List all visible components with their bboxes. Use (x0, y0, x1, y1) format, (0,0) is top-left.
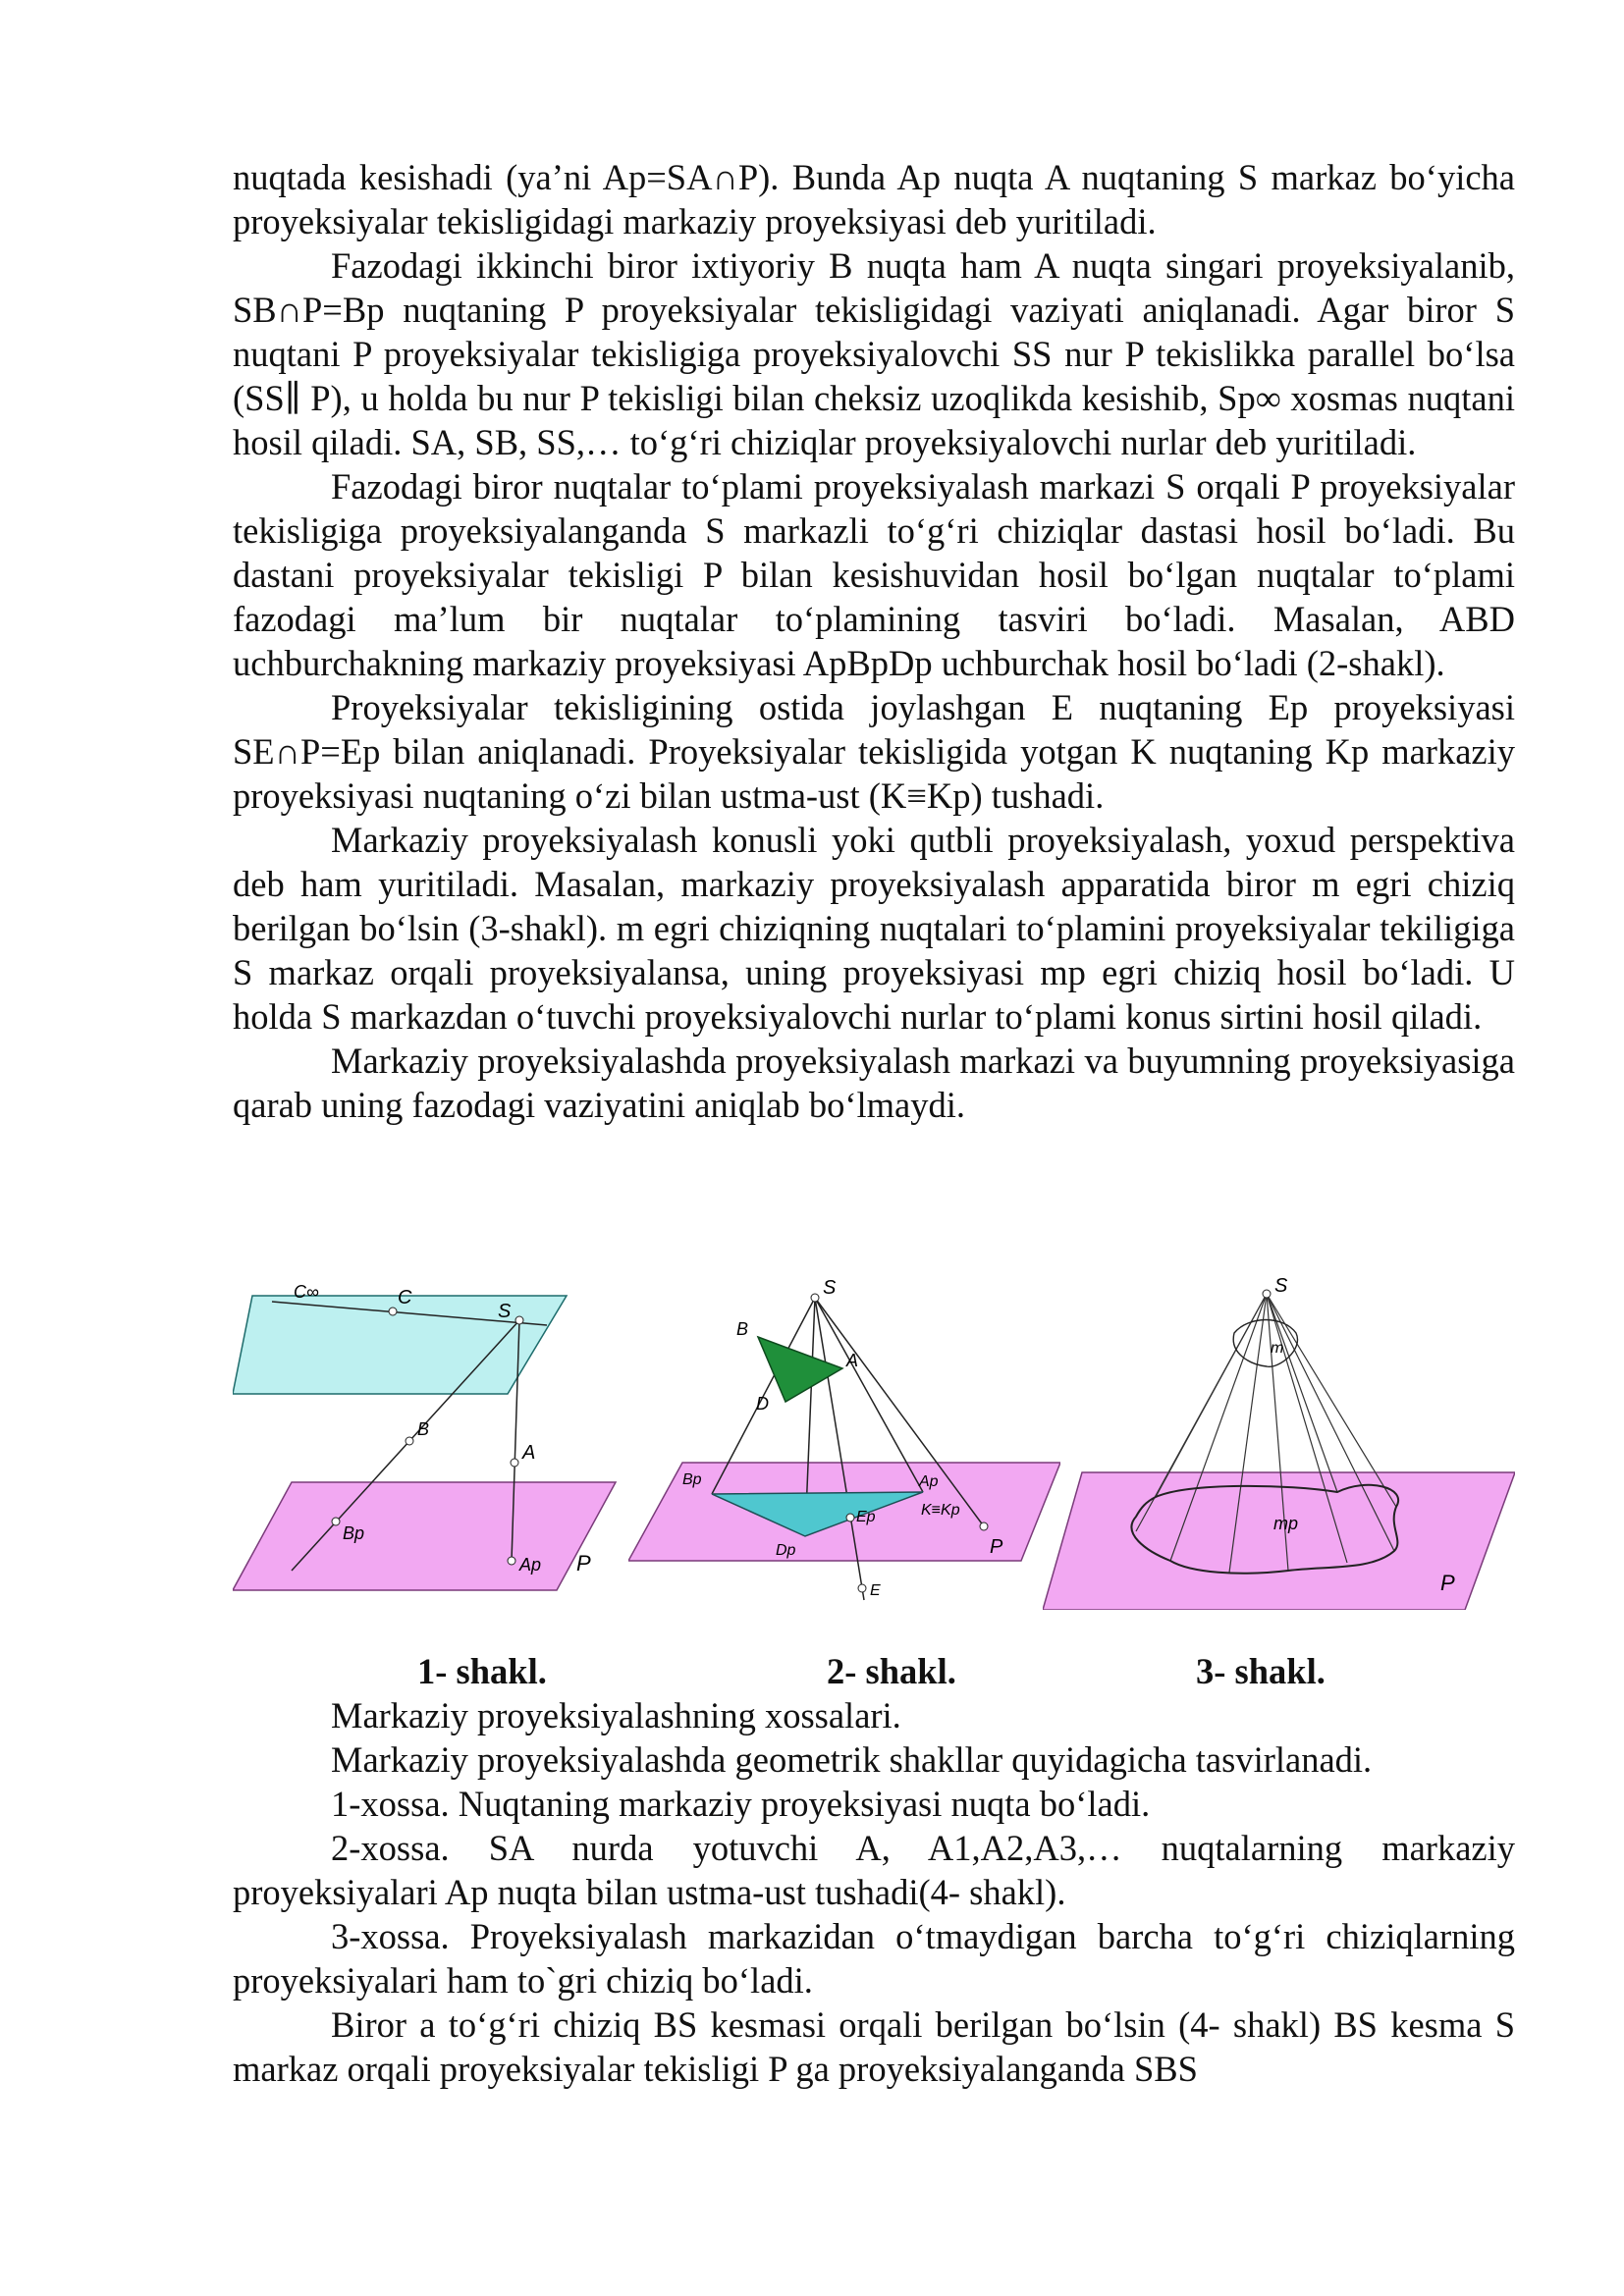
paragraph: 1-xossa. Nuqtaning markaziy proyeksiyasi nuqta bo‘ladi. (331, 1784, 1151, 1824)
label-k-kp: K≡Kp (921, 1502, 960, 1519)
figure-3-diagram (1043, 1276, 1515, 1610)
figure-1-diagram (233, 1276, 645, 1610)
label-dp: Dp (776, 1542, 796, 1559)
label-bp: Bp (343, 1523, 365, 1543)
figure-captions (0, 1649, 1624, 1693)
point-e (858, 1584, 866, 1592)
label-d: D (756, 1394, 769, 1414)
upper-plane (233, 1296, 567, 1394)
label-e: E (870, 1582, 881, 1599)
body-text-top (233, 155, 1515, 1127)
point-bp (332, 1518, 340, 1525)
point-ep (846, 1514, 854, 1522)
point-s (811, 1294, 819, 1302)
caption-1: 1- shakl. (417, 1651, 547, 1691)
point-s (1263, 1290, 1271, 1298)
figure-2-diagram (628, 1276, 1060, 1610)
label-ep: Ep (856, 1509, 876, 1525)
label-c: C (398, 1287, 412, 1308)
point-c (389, 1308, 397, 1315)
paragraph: Markaziy proyeksiyalash konusli yoki qutbli proyeksiyalash, yoxud perspektiva deb ham yuritiladi. Masalan, markaziy proyeksiyalash apparatida biror m egri chiziq berilgan bo‘lsin (3-shakl). m egri chiziqning nuqtalari to‘plamini proyeksiyalar tekiligiga S markaz orqali proyeksiyalansa, uning proyeksiyasi mp egri chiziq hosil bo‘ladi. U holda S markazdan o‘tuvchi proyeksiyalovchi nurlar to‘plami konus sirtini hosil qiladi. (233, 820, 1515, 1037)
label-s: S (1274, 1276, 1288, 1297)
label-p: P (1440, 1571, 1455, 1595)
caption-2: 2- shakl. (827, 1651, 956, 1691)
label-b: B (417, 1419, 430, 1439)
label-s: S (823, 1277, 837, 1299)
label-p: P (990, 1536, 1003, 1558)
point-ap (508, 1557, 515, 1565)
label-mp: mp (1273, 1514, 1299, 1533)
paragraph: Biror a to‘g‘ri chiziq BS kesmasi orqali berilgan bo‘lsin (4- shakl) BS kesma S markaz orqali proyeksiyalar tekisligi P ga proyeksiyalanganda SBS (233, 2004, 1515, 2089)
label-c-inf: C∞ (294, 1282, 319, 1302)
paragraph: 3-xossa. Proyeksiyalash markazidan o‘tmaydigan barcha to‘g‘ri chiziqlarning proyeksiyalari ham to`gri chiziq bo‘ladi. (233, 1916, 1515, 2001)
label-bp: Bp (682, 1471, 702, 1488)
label-s: S (498, 1301, 512, 1322)
paragraph: Markaziy proyeksiyalashda geometrik shakllar quyidagicha tasvirlanadi. (331, 1739, 1373, 1780)
paragraph: Markaziy proyeksiyalashning xossalari. (331, 1695, 901, 1735)
point-b (406, 1437, 413, 1445)
caption-3: 3- shakl. (1196, 1651, 1326, 1691)
point-a (511, 1459, 518, 1467)
label-b: B (736, 1319, 749, 1339)
paragraph: Markaziy proyeksiyalashda proyeksiyalash markazi va buyumning proyeksiyasiga qarab uning fazodagi vaziyatini aniqlab bo‘lmaydi. (233, 1041, 1515, 1125)
point-s (515, 1316, 523, 1324)
label-ap: Ap (919, 1473, 939, 1490)
paragraph: nuqtada kesishadi (ya’ni Ap=SA∩P). Bunda Ap nuqta A nuqtaning S markaz bo‘yicha proyeksiyalar tekisligidagi markaziy proyeksiyasi deb yuritiladi. (233, 157, 1515, 241)
paragraph: Fazodagi biror nuqtalar to‘plami proyeksiyalash markazi S orqali P proyeksiyalar tekisligiga proyeksiyalanganda S markazli to‘g‘ri chiziqlar dastasi hosil bo‘ladi. Bu dastani proyeksiyalar tekisligi P bilan kesishuvidan hosil bo‘lgan nuqtalar to‘plami fazodagi ma’lum bir nuqtalar to‘plamining tasviri bo‘ladi. Masalan, ABD uchburchakning markaziy proyeksiyasi ApBpDp uchburchak hosil bo‘ladi (2-shakl). (233, 466, 1515, 683)
label-ap: Ap (519, 1555, 542, 1575)
paragraph: Proyeksiyalar tekisligining ostida joylashgan E nuqtaning Ep proyeksiyasi SE∩P=Ep bilan aniqlanadi. Proyeksiyalar tekisligida yotgan K nuqtaning Kp markaziy proyeksiyasi nuqtaning o‘zi bilan ustma-ust (K≡Kp) tushadi. (233, 687, 1515, 816)
label-p: P (576, 1551, 591, 1575)
label-a: A (846, 1351, 859, 1370)
label-a: A (522, 1442, 536, 1464)
body-text-bottom (233, 1693, 1515, 2091)
paragraph: Fazodagi ikkinchi biror ixtiyoriy B nuqta ham A nuqta singari proyeksiyalanib, SB∩P=Bp nuqtaning P proyeksiyalar tekisligidagi vaziyati aniqlanadi. Agar biror S nuqtani P proyeksiyalar tekisligiga proyeksiyalovchi SS nur P tekislikka parallel bo‘lsa (SS∥ P), u holda bu nur P tekisligi bilan cheksiz uzoqlikda kesishib, Sp∞ xosmas nuqtani hosil qiladi. SA, SB, SS,… to‘g‘ri chiziqlar proyeksiyalovchi nurlar deb yuritiladi. (233, 245, 1515, 462)
point-k (980, 1522, 988, 1530)
paragraph: 2-xossa. SA nurda yotuvchi A, A1,A2,A3,… nuqtalarning markaziy proyeksiyalari Ap nuqta bilan ustma-ust tushadi(4- shakl). (233, 1828, 1515, 1912)
label-m: m (1271, 1340, 1284, 1357)
figures-row (233, 1276, 1515, 1629)
lower-plane (233, 1482, 616, 1590)
